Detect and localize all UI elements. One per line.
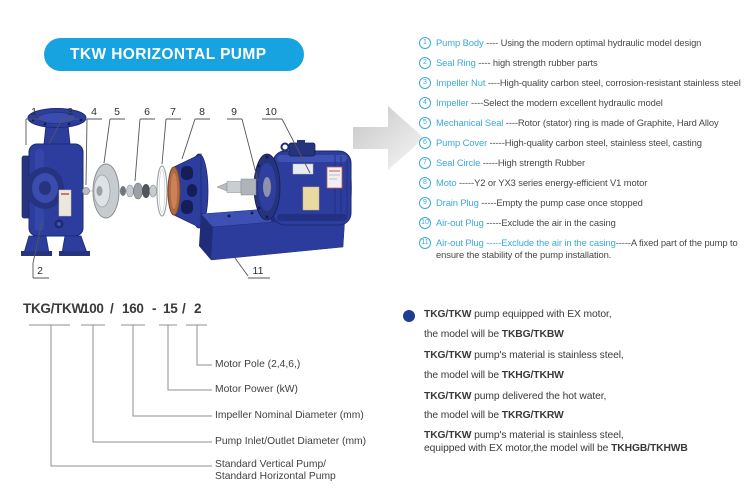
part-number-badge: 1 [419, 37, 431, 49]
part-number-badge: 2 [419, 57, 431, 69]
part-number-badge: 4 [419, 97, 431, 109]
label-motor-pole: Motor Pole (2,4,6,) [215, 359, 301, 370]
part-name: Pump Body [436, 37, 484, 48]
part-number-callout: 7 [170, 106, 176, 118]
part-description: ----High-quality carbon steel, corrosion-resistant stainless steel [485, 77, 741, 88]
part-description: -----Y2 or YX3 series energy-efficient V1 motor [456, 177, 648, 188]
part-name: Moto [436, 177, 457, 188]
list-item [419, 237, 756, 261]
note-line: TKG/TKW pump delivered the hot water, [424, 391, 607, 402]
exploded-pump-diagram [15, 88, 360, 288]
part-number-badge: 8 [419, 177, 431, 189]
part-number-callout: 2 [37, 265, 43, 277]
list-item [419, 37, 756, 49]
impeller-nut-illustration [83, 188, 90, 195]
seal-circle-illustration [157, 166, 167, 216]
note-line: the model will be TKRG/TKRW [424, 410, 564, 421]
part-number-callout: 9 [231, 106, 237, 118]
list-item [419, 157, 756, 169]
right-arrow-icon [350, 100, 430, 175]
label-inlet-outlet: Pump Inlet/Outlet Diameter (mm) [215, 436, 367, 447]
part-description: ---- Using the modern optimal hydraulic model design [483, 37, 702, 48]
part-description: -----A fixed part of the pump to ensure the stability of the pump installation. [436, 237, 738, 260]
part-number-callout: 6 [144, 106, 150, 118]
list-item [419, 77, 756, 89]
part-name: Seal Circle [436, 157, 481, 168]
list-item [419, 97, 756, 109]
part-number-badge: 9 [419, 197, 431, 209]
part-name: Impeller [436, 97, 469, 108]
parts-list [419, 37, 756, 269]
part-name: Seal Ring [436, 57, 476, 68]
note-line: TKG/TKW pump's material is stainless steel, [424, 350, 624, 361]
part-description: ----Select the modern excellent hydraulic model [468, 97, 663, 108]
part-number-callout: 8 [199, 106, 205, 118]
part-name: Air-out Plug [436, 237, 484, 248]
part-number-badge: 3 [419, 77, 431, 89]
note-line: the model will be TKHG/TKHW [424, 370, 564, 381]
part-number-badge: 6 [419, 137, 431, 149]
model-code-sep: - [152, 301, 157, 316]
model-code-sep: / [110, 301, 114, 316]
list-item [419, 137, 756, 149]
label-motor-power: Motor Power (kW) [215, 384, 298, 395]
note-line: equipped with EX motor,the model will be TKHGB/TKHWB [424, 443, 688, 454]
part-description: -----High-quality carbon steel, stainless steel, casting [487, 137, 702, 148]
impeller-illustration [93, 164, 119, 218]
part-number-callout: 11 [252, 265, 264, 277]
part-number-badge: 5 [419, 117, 431, 129]
model-code-inlet: 100 [82, 301, 104, 316]
model-code-impeller: 160 [122, 301, 144, 316]
part-number-badge: 10 [419, 217, 431, 229]
part-description: -----High strength Rubber [480, 157, 585, 168]
note-line: TKG/TKW pump's material is stainless steel, [424, 430, 624, 441]
part-number-callout: 3 [67, 106, 73, 118]
list-item [419, 57, 756, 69]
part-name: Pump Cover [436, 137, 488, 148]
model-code-pole: 2 [194, 301, 202, 316]
part-number-badge: 7 [419, 157, 431, 169]
part-description: ---- high strength rubber parts [475, 57, 598, 68]
model-code-power: 15 [163, 301, 178, 316]
part-number-callout: 10 [265, 106, 277, 118]
part-name: Drain Plug [436, 197, 479, 208]
part-name: Impeller Nut [436, 77, 486, 88]
label-standard-line2: Standard Horizontal Pump [215, 470, 336, 482]
list-item [419, 217, 756, 229]
part-name: Mechanical Seal [436, 117, 504, 128]
mechanical-seal-illustration [120, 183, 157, 199]
part-number-callout: 5 [114, 106, 120, 118]
part-description: ----Rotor (stator) ring is made of Graphite, Hard Alloy [503, 117, 719, 128]
part-description: -----Exclude the air in the casing [483, 217, 616, 228]
note-line: TKG/TKW pump equipped with EX motor, [424, 309, 612, 320]
part-name: Air-out Plug [436, 217, 484, 228]
part-number-badge: 11 [419, 237, 431, 249]
part-name-suffix: -----Exclude the air in the casing [483, 237, 616, 248]
model-code-sep: / [182, 301, 186, 316]
list-item [419, 117, 756, 129]
list-item [419, 197, 756, 209]
part-number-callout: 1 [31, 106, 37, 118]
label-impeller-diameter: Impeller Nominal Diameter (mm) [215, 410, 364, 421]
part-description: -----Empty the pump case once stopped [478, 197, 643, 208]
label-standard-line1: Standard Vertical Pump/ [215, 459, 327, 470]
model-code-series: TKG/TKW [23, 301, 84, 316]
label-standard-pump [215, 459, 336, 482]
note-line: the model will be TKBG/TKBW [424, 329, 564, 340]
bullet-icon [403, 310, 415, 322]
page-title: TKW HORIZONTAL PUMP [70, 45, 267, 63]
title-banner [44, 38, 304, 71]
list-item [419, 177, 756, 189]
part-number-callout: 4 [91, 106, 97, 118]
